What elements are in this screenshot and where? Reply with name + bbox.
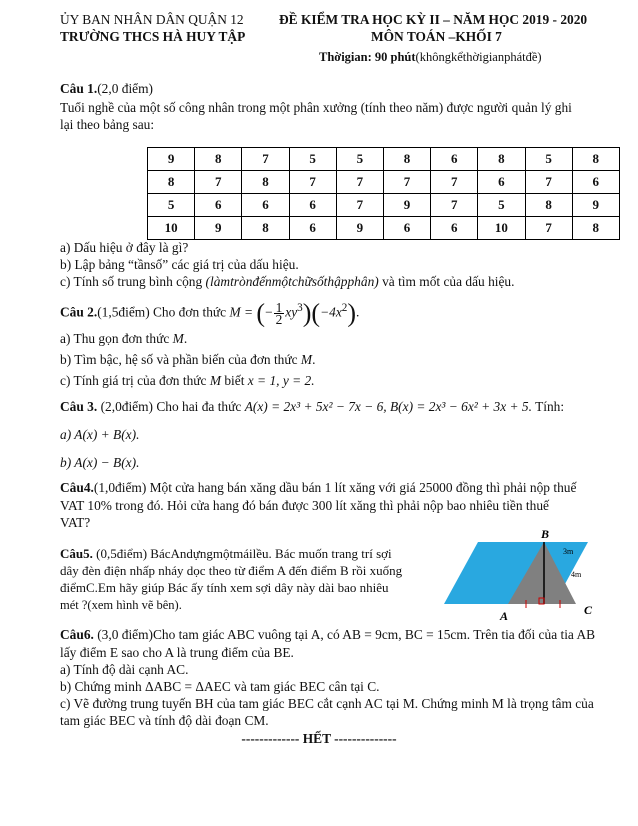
q6-line1 [60,627,595,643]
q6-label: Câu6. [60,627,94,642]
table-cell: 9 [195,217,242,240]
frac-denominator: 2 [275,311,283,327]
table-cell: 8 [195,148,242,171]
header-time [319,50,542,65]
label-C: C [584,603,593,617]
table-cell: 9 [336,217,383,240]
table-cell: 7 [431,171,478,194]
q3-tail: Tính: [531,399,565,414]
table-cell: 5 [289,148,336,171]
q1-part-b: b) Lập bảng “tầnsố” các giá trị của dấu hiệu. [60,257,299,272]
q1-label: Câu 1. [60,81,98,96]
q4-line1 [60,480,595,496]
q2-fraction [274,299,285,327]
table-cell: 7 [525,171,572,194]
table-cell: 7 [195,171,242,194]
table-row [148,148,620,171]
q6-part-b: b) Chứng minh ΔABC = ΔAEC và tam giác BEC cân tại C. [60,679,380,694]
q1-part-a: a) Dấu hiệu ở đây là gì? [60,240,189,255]
q6-part-c2: tam giác BEC và tính độ dài đoạn CM. [60,713,269,728]
q6-line2: lấy điểm E sao cho A là trung điểm của BE. [60,645,294,660]
table-cell: 7 [336,171,383,194]
table-cell: 5 [525,148,572,171]
table-cell: 8 [242,217,289,240]
q2-part-a: a) Thu gọn đơn thức M. [60,331,188,346]
table-cell: 7 [431,194,478,217]
q2-formula-rhs: −4x [320,304,342,320]
q4-label: Câu4. [60,480,94,495]
q2-points: (1,5điểm) Cho đơn thức [97,304,230,320]
table-cell: 8 [383,148,430,171]
table-cell: 7 [525,217,572,240]
q2-part-c-mid: biết [220,373,248,388]
q2-heading: Câu 2.(1,5điểm) Cho đơn thức M = (− $\frac{1}{2}$ $xy^3)(-4x^2)$. [60,298,360,328]
table-cell: 7 [383,171,430,194]
q3-A-def: A(x) = 2x³ + 5x² − 7x − 6, [244,399,390,414]
header-exam-title: ĐỀ KIỂM TRA HỌC KỲ II – NĂM HỌC 2019 - 2020 [279,12,588,27]
q1-part-c-pre: c) Tính số trung bình cộng [60,274,206,289]
q2-part-b-var: M [300,352,313,367]
q6-part-a: a) Tính độ dài cạnh AC. [60,662,189,677]
q2-part-c-pre: c) Tính giá trị của đơn thức [60,373,210,388]
table-cell: 10 [478,217,525,240]
q5-line3: điểmC.Em hãy giúp Bác ấy tính xem sợi dây này dài bao nhiêu [60,580,389,595]
table-cell: 7 [289,171,336,194]
table-cell: 6 [431,217,478,240]
q1-part-c-italic: (làmtrònđếnmộtchữsốthậpphân) [205,274,379,289]
q2-part-c-cond: x = 1, y = 2. [247,373,315,388]
q3-part-a: a) A(x) + B(x). [60,427,140,442]
q2-part-c-var: M [209,373,221,388]
table-row [148,171,620,194]
q2-exp2: 2 [341,302,348,314]
q3-B-def: B(x) = 2x³ − 6x² + 3x + 5. [390,399,532,414]
q4-line1-text: (1,0điểm) Một cửa hang bán xăng dầu bán 1 lít xăng với giá 25000 đồng thì phải nộp thuế [93,480,577,495]
table-cell: 6 [572,171,619,194]
table-cell: 9 [383,194,430,217]
table-cell: 6 [478,171,525,194]
q2-part-b-pre: b) Tìm bậc, hệ số và phần biến của đơn thức [60,352,301,367]
table-cell: 5 [336,148,383,171]
label-3m: 3m [563,547,574,556]
q6-line1-text: (3,0 điểm)Cho tam giác ABC vuông tại A, có AB = 9cm, BC = 15cm. Trên tia đối của tia AB [93,627,596,642]
tent-figure [438,528,598,624]
label-B: B [541,528,550,541]
time-note: (khôngkểthờigianphátđề) [415,50,542,64]
table-row [148,217,620,240]
q5-line1-text: (0,5điểm) BácAndựngmộtmáilều. Bác muốn trang trí sợi [92,546,392,561]
q1-text-line2: lại theo bảng sau: [60,117,155,132]
table-cell: 9 [148,148,195,171]
label-A: A [500,609,509,623]
q2-exp1: 3 [297,302,303,314]
table-cell: 8 [148,171,195,194]
q2-part-b: b) Tìm bậc, hệ số và phần biến của đơn thức M. [60,352,316,367]
q2-formula-mid: xy [285,304,298,320]
table-cell: 8 [525,194,572,217]
q3-part-b: b) A(x) − B(x). [60,455,140,470]
table-cell: 6 [195,194,242,217]
q2-part-c [60,373,595,389]
table-cell: 6 [431,148,478,171]
frac-numerator: 1 [275,299,283,315]
q3-label: Câu 3. [60,399,98,414]
table-cell: 8 [572,148,619,171]
table-cell: 6 [289,194,336,217]
table-cell: 8 [572,217,619,240]
table-cell: 5 [478,194,525,217]
frequency-table [147,147,620,240]
time-label: Thờigian: 90 phút [319,50,416,64]
label-4m: 4m [571,570,582,579]
header-district: ỦY BAN NHÂN DÂN QUẬN 12 [60,12,244,27]
table-cell: 7 [336,194,383,217]
q1-heading [60,81,595,97]
table-cell: 5 [148,194,195,217]
q2-formula-lhs: M = [229,304,257,320]
q1-part-c [60,274,595,290]
header-school: TRƯỜNG THCS HÀ HUY TẬP [60,29,246,44]
header-subject: MÔN TOÁN –KHỐI 7 [371,29,502,44]
q5-line2: dây đèn điện nhấp nháy dọc theo từ điểm A đến điểm B rồi xuống [60,563,403,578]
q1-text-line1: Tuổi nghề của một số công nhân trong một phân xưởng (tính theo năm) được người quản lý ghi [60,100,572,115]
q2-part-a-var: M [172,331,184,346]
q2-part-a-pre: a) Thu gọn đơn thức [60,331,173,346]
table-cell: 9 [572,194,619,217]
q5-line4: mét ?(xem hình vẽ bên). [60,598,182,612]
q5-label: Câu5. [60,546,93,561]
q3-heading [60,399,595,415]
footer-end-marker: ------------- HẾT -------------- [241,731,397,746]
table-cell: 7 [242,148,289,171]
table-cell: 8 [478,148,525,171]
q4-line2: VAT 10% trong đó. Hỏi cửa hang đó bán được 300 lít xăng thì phải nộp bao nhiêu tiền thuế [60,498,549,513]
table-cell: 10 [148,217,195,240]
table-cell: 8 [242,171,289,194]
q1-points: (2,0 điểm) [97,81,153,96]
q4-line3: VAT? [60,515,91,530]
q1-part-c-post: và tìm mốt của dấu hiệu. [378,274,515,289]
q2-label: Câu 2. [60,304,98,320]
table-row [148,194,620,217]
table-cell: 6 [242,194,289,217]
table-cell: 6 [383,217,430,240]
q6-part-c1: c) Vẽ đường trung tuyến BH của tam giác BEC cắt cạnh AC tại M. Chứng minh M là trọng tâm của [60,696,594,711]
q3-points: (2,0điểm) Cho hai đa thức [97,399,245,414]
table-cell: 6 [289,217,336,240]
